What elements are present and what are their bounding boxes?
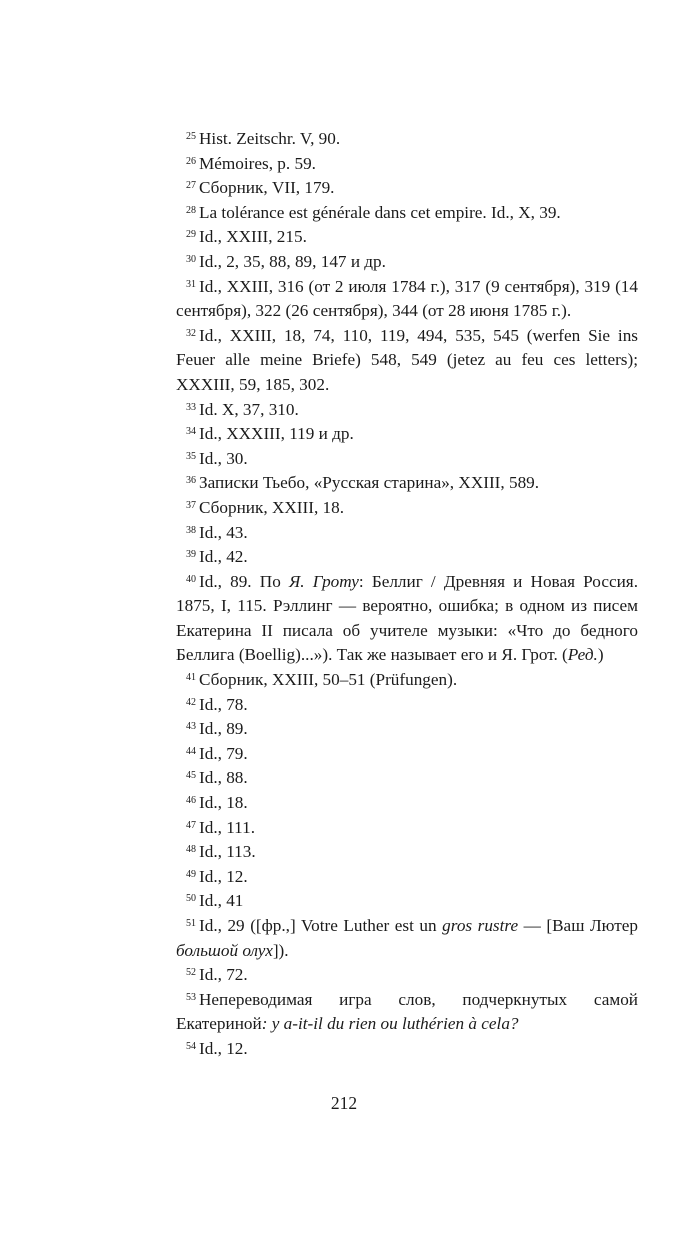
footnote [176, 791, 638, 816]
footnote-number: 42 [186, 696, 196, 708]
footnote-number: 34 [186, 426, 196, 438]
footnote-text: Hist. Zeitschr. V, 90. [199, 129, 341, 148]
footnote [176, 570, 638, 668]
footnote-number: 33 [186, 401, 196, 413]
footnote [176, 668, 638, 693]
footnote-number: 31 [186, 278, 196, 290]
footnote-text: Непереводимая игра слов, подчеркнутых самой Екатериной [176, 989, 638, 1034]
footnote [176, 201, 638, 226]
footnote-number: 46 [186, 795, 196, 807]
footnote-text: Id., 111. [199, 817, 256, 837]
footnote-text: Id., 72. [199, 965, 248, 985]
footnote-text: : Беллиг / Древняя и Новая Россия. 1875, I, 115. Рэллинг — вероятно, ошибка; в одном из писем Екатерина II писала об учителе музыки: «Что до бедного Беллига (Boellig)...»). Так же называет его и Я. Грот. ( [176, 571, 638, 665]
footnote-text: ]). [272, 940, 289, 960]
footnote [176, 889, 638, 914]
footnote-number: 29 [186, 229, 196, 241]
footnote [176, 988, 638, 1037]
footnote-text: Id., 79. [199, 743, 248, 763]
footnote-text: — [Ваш Лютер [518, 916, 638, 935]
footnote-number: 35 [186, 450, 196, 462]
footnote-number: 38 [186, 524, 196, 536]
footnote-text: Сборник, VII, 179. [199, 178, 335, 198]
footnote [176, 717, 638, 742]
footnote-number: 28 [186, 204, 196, 216]
footnote [176, 447, 638, 472]
footnote-text: Id., XXIII, 215. [199, 227, 307, 247]
footnote-text: Id., 41 [199, 891, 244, 911]
footnote [176, 742, 638, 767]
footnote-text: Id., XXXIII, 119 и др. [199, 424, 354, 444]
footnote-text: Id., 113. [199, 842, 256, 862]
footnote-text: Id., 12. [199, 866, 248, 886]
footnote-text: ) [597, 645, 604, 665]
footnote-number: 36 [186, 475, 196, 487]
footnote [176, 471, 638, 496]
footnote [176, 225, 638, 250]
footnote-number: 47 [186, 819, 196, 831]
footnote [176, 250, 638, 275]
footnote-text: Id., 2, 35, 88, 89, 147 и др. [199, 251, 386, 271]
footnote-text: Id., 88. [199, 768, 248, 788]
footnote-number: 41 [186, 672, 196, 684]
footnote-number: 48 [186, 844, 196, 856]
footnote [176, 693, 638, 718]
footnote-number: 39 [186, 549, 196, 561]
footnote-text: Сборник, XXIII, 18. [199, 497, 345, 517]
footnote [176, 422, 638, 447]
footnote [176, 545, 638, 570]
footnote-text: Mémoires, p. 59. [199, 153, 316, 173]
footnote-number: 40 [186, 573, 196, 585]
footnote-number: 49 [186, 868, 196, 880]
footnote-number: 52 [186, 967, 196, 979]
footnote-text: Id., XXIII, 316 (от 2 июля 1784 г.), 317 (9 сентября), 319 (14 сентября), 322 (26 сентября), 344 (от 28 июня 1785 г.). [176, 276, 638, 321]
footnote-italic-text: Ред. [567, 645, 598, 665]
footnote [176, 840, 638, 865]
footnote [176, 816, 638, 841]
footnote-text: Id. X, 37, 310. [199, 399, 299, 419]
footnote [176, 176, 638, 201]
footnote [176, 1037, 638, 1062]
footnotes-list [176, 127, 638, 1062]
footnote-number: 32 [186, 327, 196, 339]
footnote-number: 53 [186, 991, 196, 1003]
footnote-number: 30 [186, 253, 196, 265]
footnote-text: Id., 18. [199, 793, 248, 813]
footnote [176, 496, 638, 521]
footnote-text: Сборник, XXIII, 50–51 (Prüfungen). [199, 670, 458, 690]
footnote-number: 50 [186, 893, 196, 905]
footnote-italic-text: gros rustre [442, 916, 519, 935]
footnote-number: 25 [186, 131, 196, 142]
footnote-number: 54 [186, 1040, 196, 1052]
footnote-number: 51 [186, 918, 196, 929]
footnote [176, 521, 638, 546]
footnote [176, 963, 638, 988]
page-number: 212 [330, 1093, 358, 1113]
footnote-text: Id., 78. [199, 694, 248, 714]
footnote-italic-text: : y a-it-il du rien ou luthérien à cela? [261, 1014, 519, 1034]
footnote-number: 43 [186, 721, 196, 733]
footnote-number: 45 [186, 770, 196, 782]
footnote-text: Id., 29 ([фр.,] Votre Luther est un [199, 916, 443, 935]
footnote-number: 26 [186, 155, 196, 167]
footnote-italic-text: большой олух [176, 940, 273, 960]
footnote-text: Id., 42. [199, 547, 248, 567]
footnote [176, 865, 638, 890]
footnote-text: La tolérance est générale dans cet empire. Id., X, 39. [199, 202, 561, 222]
footnote-text: Id., XXIII, 18, 74, 110, 119, 494, 535, 545 (werfen Sie ins Feuer alle meine Briefe) 548, 549 (jetez au feu ces letters); XXXIII, 59, 185, 302. [176, 325, 638, 394]
footnote [176, 152, 638, 177]
footnote [176, 914, 638, 963]
footnote [176, 398, 638, 423]
footnote-text: Id., 12. [199, 1038, 248, 1058]
footnote [176, 324, 638, 398]
footnote-text: Id., 89. По [199, 571, 289, 591]
footnote [176, 127, 638, 152]
footnote-text: Id., 43. [199, 522, 248, 542]
footnote [176, 275, 638, 324]
footnote-text: Id., 89. [199, 719, 248, 739]
footnote-number: 27 [186, 180, 196, 192]
footnote-italic-text: Я. Гроту [288, 571, 359, 591]
footnote-text: Записки Тьебо, «Русская старина», XXIII, 589. [199, 473, 540, 493]
footnote-number: 37 [186, 499, 196, 511]
footnote-number: 44 [186, 745, 196, 757]
footnote-text: Id., 30. [199, 448, 248, 468]
footnote [176, 766, 638, 791]
